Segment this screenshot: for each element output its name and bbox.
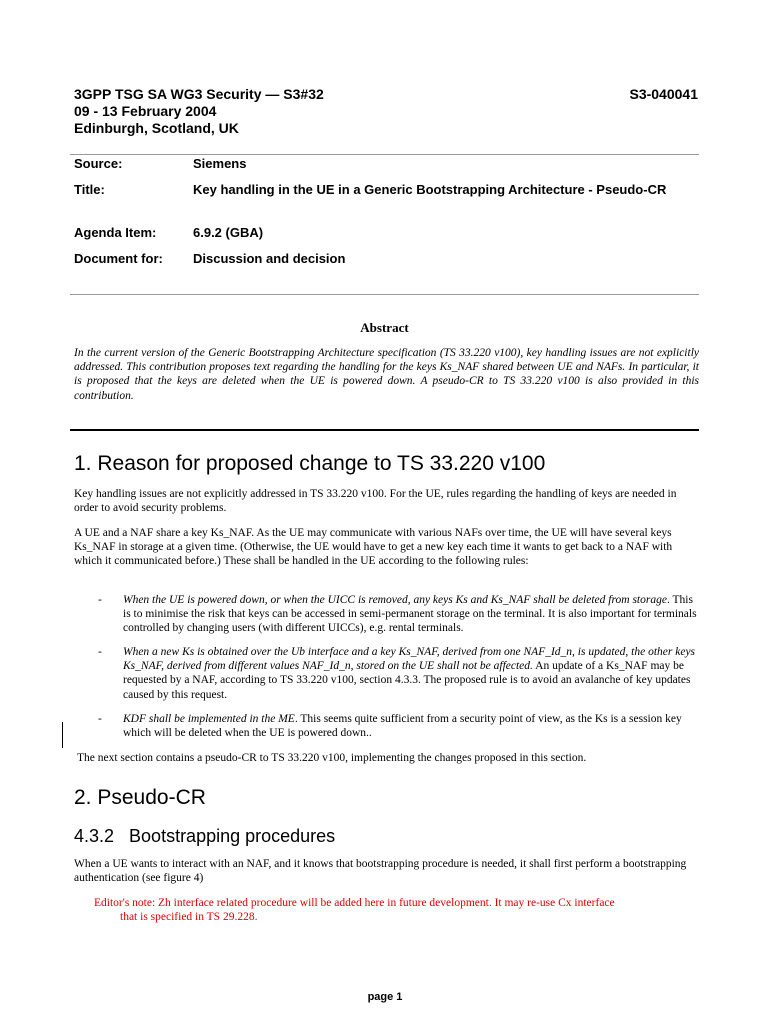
editor-note-line-2: that is specified in TS 29.228.	[120, 911, 258, 924]
change-bar	[62, 722, 63, 748]
rule-item-1	[74, 593, 700, 637]
bullet-dash: -	[98, 594, 102, 606]
editor-note-line-1: Editor's note: Zh interface related procedure will be added here in future development. It may re-use Cx interface	[94, 897, 615, 909]
source-value: Siemens	[193, 156, 247, 171]
meeting-header	[74, 86, 554, 137]
rule-1-emphasis: When the UE is powered down, or when the UICC is removed, any keys Ks and Ks_NAF shall be deleted from storage	[123, 594, 667, 606]
meta-divider	[70, 294, 699, 295]
meeting-title: 3GPP TSG SA WG3 Security — S3#32	[74, 86, 324, 102]
abstract-text: In the current version of the Generic Bootstrapping Architecture specification (TS 33.220 v100), key handling issues are not explicitly addressed. This contribution proposes text regarding the handling for the keys Ks_NAF shared between UE and NAFs. In particular, it is proposed that the keys are deleted when the UE is powered down. A pseudo-CR to TS 33.220 v100 is also provided in this contribution.	[74, 347, 699, 402]
rule-2-text: An update of a Ks_NAF may be requested by a NAF, according to TS 33.220 v100, section 4.3.3. The proposed rule is to avoid an avalanche of key updates caused by this request.	[123, 660, 691, 701]
bullet-dash: -	[98, 713, 102, 725]
document-number: S3-040041	[629, 86, 698, 102]
section-2-para-1: When a UE wants to interact with an NAF, and it knows that bootstrapping procedure is needed, it shall first perform a bootstrapping authentication (see figure 4)	[74, 858, 687, 885]
section-1-para-1: Key handling issues are not explicitly addressed in TS 33.220 v100. For the UE, rules regarding the handling of keys are needed in order to avoid security problems.	[74, 488, 677, 515]
document-meta	[74, 155, 700, 275]
abstract-divider	[70, 429, 699, 431]
rule-3-text: . This seems quite sufficient from a security point of view, as the Ks is a session key which will be deleted when the UE is powered down..	[123, 713, 682, 740]
subsection-heading: 4.3.2 Bootstrapping procedures	[74, 826, 336, 846]
docfor-label: Document for:	[74, 251, 163, 266]
rule-item-3	[74, 712, 700, 742]
agenda-value: 6.9.2 (GBA)	[193, 225, 264, 240]
rule-1-text: . This is to minimise the risk that keys can be accessed in semi-permanent storage on the terminal. It is also important for terminals controlled by changing users (with different UICCs), e.g. rental terminals.	[123, 594, 697, 635]
meeting-dates: 09 - 13 February 2004	[74, 103, 217, 119]
bullet-dash: -	[98, 646, 102, 658]
rule-item-2	[74, 645, 700, 703]
section-1-heading: 1. Reason for proposed change to TS 33.220 v100	[74, 452, 546, 475]
rule-2-emphasis: When a new Ks is obtained over the Ub interface and a key Ks_NAF, derived from one NAF_Id_n, is updated, the other keys Ks_NAF, derived from different values NAF_Id_n, stored on the UE shall not be affected.	[123, 646, 696, 673]
title-value: Key handling in the UE in a Generic Bootstrapping Architecture - Pseudo-CR	[193, 182, 667, 197]
docfor-value: Discussion and decision	[193, 251, 346, 266]
abstract-heading: Abstract	[360, 320, 409, 335]
rule-3-emphasis: KDF shall be implemented in the ME	[123, 713, 295, 725]
title-label: Title:	[74, 182, 105, 197]
meeting-location: Edinburgh, Scotland, UK	[74, 120, 239, 136]
editor-note	[94, 896, 714, 924]
agenda-label: Agenda Item:	[74, 225, 157, 240]
source-label: Source:	[74, 156, 123, 171]
page-number: page 1	[367, 991, 403, 1003]
section-1-para-3: The next section contains a pseudo-CR to TS 33.220 v100, implementing the changes proposed in this section.	[77, 752, 587, 764]
section-1-para-2: A UE and a NAF share a key Ks_NAF. As the UE may communicate with various NAFs over time, the UE will have several keys Ks_NAF in storage at a given time. (Otherwise, the UE would have to get a new key each time it wants to get back to a NAF with which it communicated before.) These shall be handled in the UE according to the following rules:	[74, 527, 673, 568]
section-2-heading: 2. Pseudo-CR	[74, 786, 206, 809]
